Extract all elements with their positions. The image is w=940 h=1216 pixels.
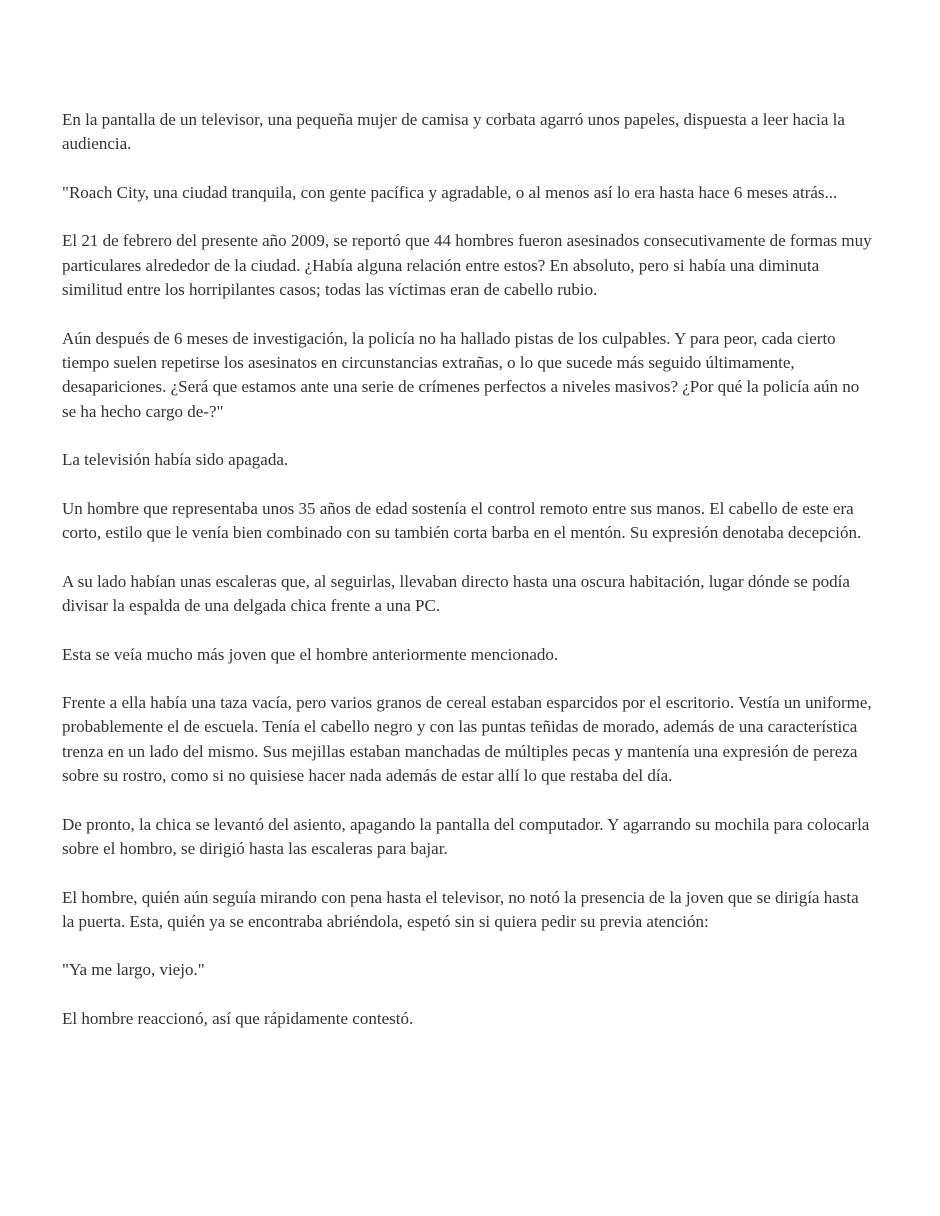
paragraph: A su lado habían unas escaleras que, al seguirlas, llevaban directo hasta una oscura habitación, lugar dónde se podía divisar la espalda de una delgada chica frente a una PC. xyxy=(62,571,850,615)
paragraph: Frente a ella había una taza vacía, pero varios granos de cereal estaban esparcidos por el escritorio. Vestía un uniforme, probablemente el de escuela. Tenía el cabello negro y con las puntas teñidas de morado, además de una característica trenza en un lado del mismo. Sus mejillas estaban manchadas de múltiples pecas y mantenía una expresión de pereza sobre su rostro, como si no quisiese hacer nada además de estar allí lo que restaba del día. xyxy=(62,693,872,786)
document-body xyxy=(62,108,874,1031)
paragraph: El 21 de febrero del presente año 2009, se reportó que 44 hombres fueron asesinados consecutivamente de formas muy particulares alrededor de la ciudad. ¿Había alguna relación entre estos? En absoluto, pero si había una diminuta similitud entre los horripilantes casos; todas las víctimas eran de cabello rubio. xyxy=(62,231,872,300)
paragraph: Un hombre que representaba unos 35 años de edad sostenía el control remoto entre sus manos. El cabello de este era corto, estilo que le venía bien combinado con su también corta barba en el mentón. Su expresión denotaba decepción. xyxy=(62,498,862,543)
paragraph: "Roach City, una ciudad tranquila, con gente pacífica y agradable, o al menos así lo era hasta hace 6 meses atrás... xyxy=(62,182,838,202)
paragraph: De pronto, la chica se levantó del asiento, apagando la pantalla del computador. Y agarrando su mochila para colocarla sobre el hombro, se dirigió hasta las escaleras para bajar. xyxy=(62,814,870,858)
paragraph: En la pantalla de un televisor, una pequeña mujer de camisa y corbata agarró unos papeles, dispuesta a leer hacia la audiencia. xyxy=(62,110,845,154)
paragraph: La televisión había sido apagada. xyxy=(62,450,289,470)
paragraph: El hombre, quién aún seguía mirando con pena hasta el televisor, no notó la presencia de la joven que se dirigía hasta la puerta. Esta, quién ya se encontraba abriéndola, espetó sin si quiera pedir su previa atención: xyxy=(62,887,859,931)
paragraph: El hombre reaccionó, así que rápidamente contestó. xyxy=(62,1008,414,1028)
paragraph: "Ya me largo, viejo." xyxy=(62,960,205,980)
paragraph: Aún después de 6 meses de investigación, la policía no ha hallado pistas de los culpables. Y para peor, cada cierto tiempo suelen repetirse los asesinatos en circunstancias extrañas, o lo que sucede más seguido últimamente, desapariciones. ¿Será que estamos ante una serie de crímenes perfectos a niveles masivos? ¿Por qué la policía aún no se ha hecho cargo de-?" xyxy=(62,328,860,421)
paragraph: Esta se veía mucho más joven que el hombre anteriormente mencionado. xyxy=(62,644,559,664)
